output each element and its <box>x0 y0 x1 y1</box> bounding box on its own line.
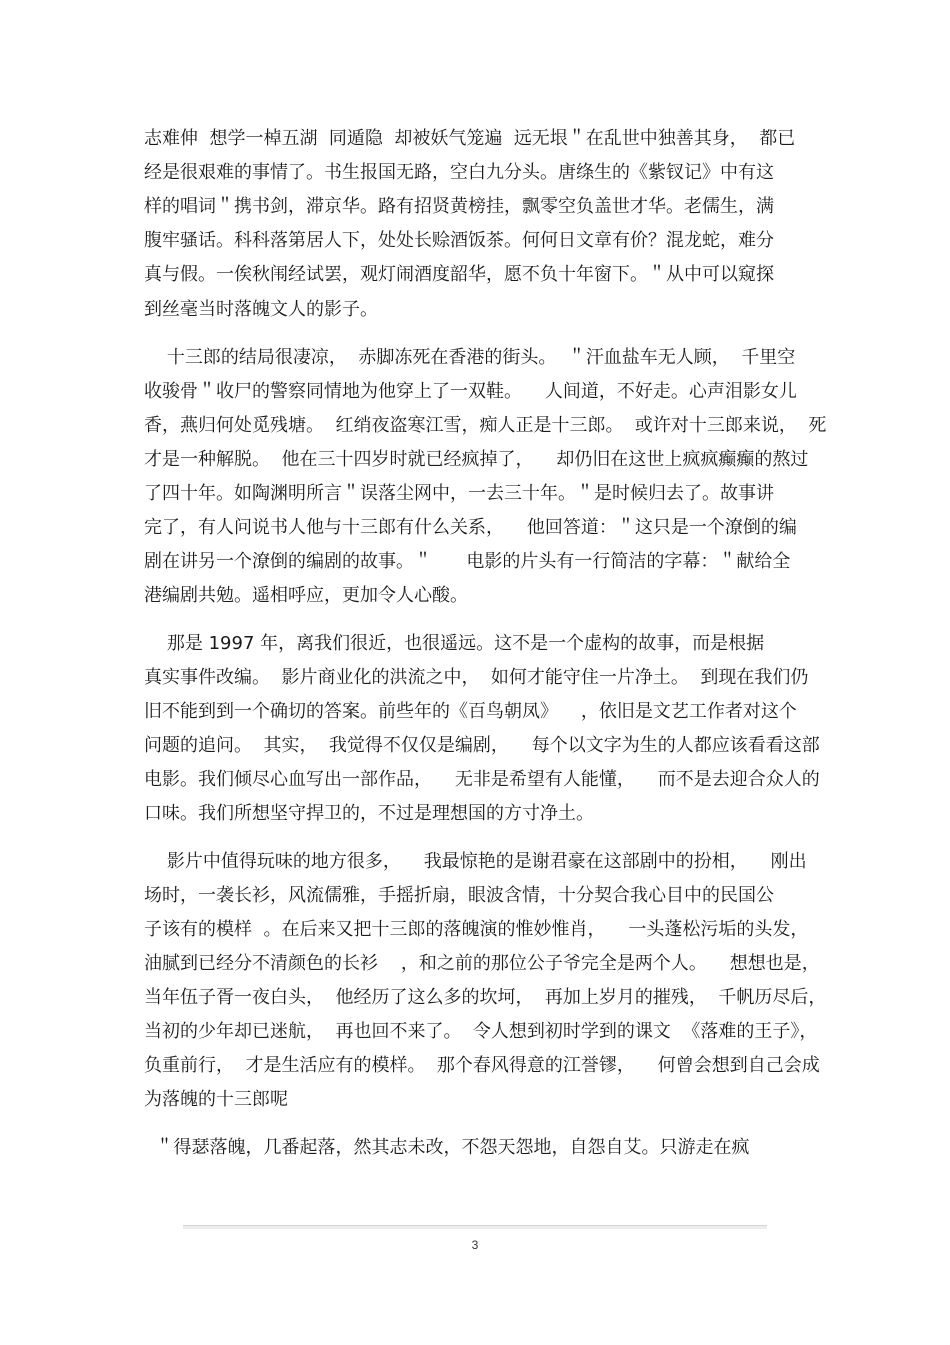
text-line: 香，燕归何处觅残塘。 红绡夜盗寒江雪，痴人正是十三郎。 或许对十三郎来说， 死 <box>144 415 827 436</box>
text-line: 场时，一袭长衫，风流儒雅，手摇折扇，眼波含情，十分契合我心目中的民国公 <box>144 885 774 906</box>
text-line: 问题的追问。 其实， 我觉得不仅仅是编剧， 每个以文字为生的人都应该看看这部 <box>144 735 820 756</box>
footer-divider <box>183 1225 767 1229</box>
text-line: 到丝毫当时落魄文人的影子。 <box>144 299 378 320</box>
text-line: 当年伍子胥一夜白头， 他经历了这么多的坎坷， 再加上岁月的摧残， 千帆历尽后， <box>144 987 827 1008</box>
text-line: 经是很艰难的事情了。书生报国无路，空白九分头。唐绦生的《紫钗记》中有这 <box>144 162 774 183</box>
text-line: 那是 1997 年，离我们很近，也很遥远。这不是一个虚构的故事，而是根据 <box>144 633 765 654</box>
text-line: 当初的少年却已迷航， 再也回不来了。 令人想到初时学到的课文 《落难的王子》， <box>144 1021 818 1042</box>
text-line: 油腻到已经分不清颜色的长衫 ，和之前的那位公子爷完全是两个人。 想想也是， <box>144 953 820 974</box>
text-line: 子该有的模样 。在后来又把十三郎的落魄演的惟妙惟肖， 一头蓬松污垢的头发， <box>144 919 809 940</box>
text-line: ＂得瑟落魄，几番起落，然其志未改，不怨天怨地，自怨自艾。只游走在疯 <box>144 1137 750 1158</box>
page-number: 3 <box>471 1238 479 1252</box>
text-line: 志难伸 想学一棹五湖 同遁隐 却被妖气笼遍 远无垠＂在乱世中独善其身， 都已 <box>144 128 796 149</box>
text-line: 剧在讲另一个潦倒的编剧的故事。＂ 电影的片头有一行简洁的字幕：＂献给全 <box>144 551 791 572</box>
text-line: 腹牢骚话。科科落第居人下，处处长赊酒饭茶。何何日文章有价？混龙蛇，难分 <box>144 230 774 251</box>
text-line: 样的唱词＂携书剑，滞京华。路有招贤黄榜挂，飘零空负盖世才华。老儒生，满 <box>144 196 774 217</box>
text-line: 真与假。一俟秋闱经试罢，观灯闹酒度韶华，愿不负十年窗下。＂从中可以窥探 <box>144 264 774 285</box>
text-line: 为落魄的十三郎呢 <box>144 1089 288 1110</box>
text-line: 真实事件改编。 影片商业化的洪流之中， 如何才能守住一片净土。 到现在我们仍 <box>144 667 809 688</box>
text-line: 口味。我们所想坚守捍卫的，不过是理想国的方寸净土。 <box>144 803 594 824</box>
text-line: 港编剧共勉。遥相呼应，更加令人心酸。 <box>144 585 468 606</box>
text-line: 了四十年。如陶渊明所言＂误落尘网中，一去三十年。＂是时候归去了。故事讲 <box>144 483 774 504</box>
text-line: 十三郎的结局很凄凉， 赤脚冻死在香港的街头。 ＂汗血盐车无人顾， 千里空 <box>144 347 796 368</box>
text-line: 负重前行， 才是生活应有的模样。 那个春风得意的江誉镠， 何曾会想到自己会成 <box>144 1055 820 1076</box>
text-line: 才是一种解脱。 他在三十四岁时就已经疯掉了， 却仍旧在这世上疯疯癫癫的熬过 <box>144 449 809 470</box>
text-line: 旧不能到到一个确切的答案。前些年的《百鸟朝凤》 ，依旧是文艺工作者对这个 <box>144 701 797 722</box>
text-line: 影片中值得玩味的地方很多， 我最惊艳的是谢君豪在这部剧中的扮相， 刚出 <box>144 851 807 872</box>
text-line: 电影。我们倾尽心血写出一部作品， 无非是希望有人能懂， 而不是去迎合众人的 <box>144 769 820 790</box>
text-line: 完了，有人问说书人他与十三郎有什么关系， 他回答道：＂这只是一个潦倒的编 <box>144 517 797 538</box>
text-line: 收骏骨＂收尸的警察同情地为他穿上了一双鞋。 人间道，不好走。心声泪影女儿 <box>144 381 797 402</box>
